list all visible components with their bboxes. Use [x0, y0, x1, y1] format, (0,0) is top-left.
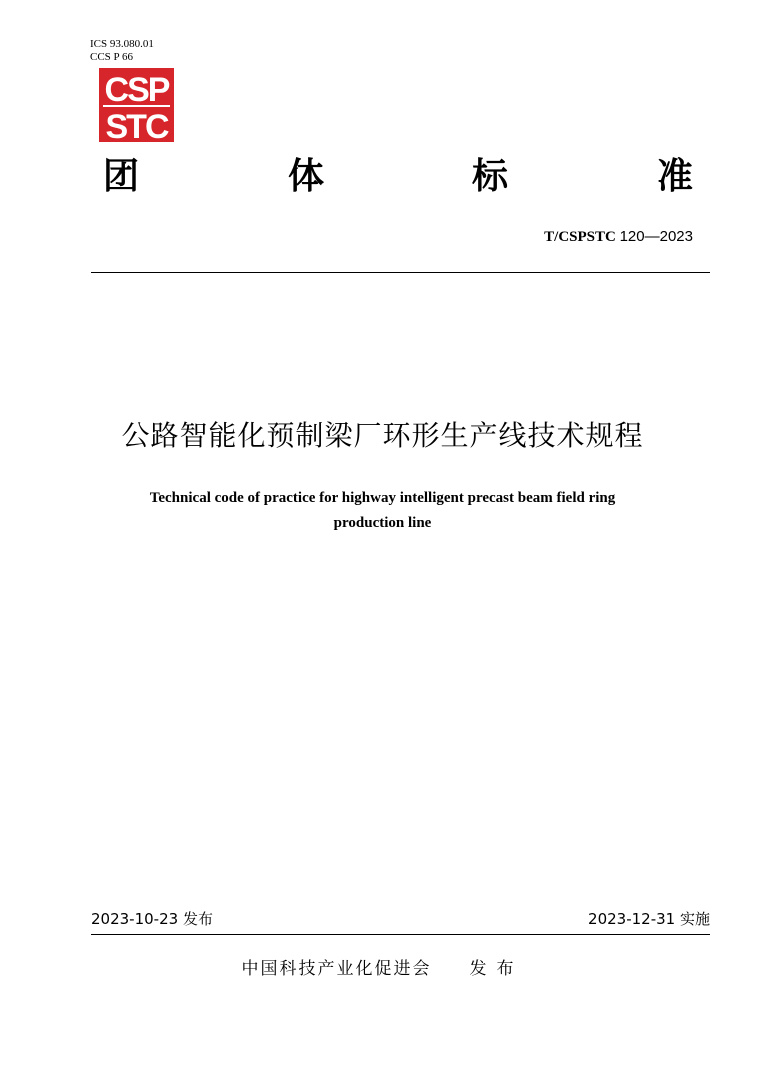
publisher-organization: 中国科技产业化促进会 [241, 959, 432, 979]
standard-number-prefix: T/CSPSTC [544, 229, 616, 245]
standard-type-char-4: 准 [657, 156, 694, 197]
ics-code: ICS 93.080.01 [90, 38, 154, 50]
cspstc-logo [99, 68, 174, 142]
standard-type-char-2: 体 [288, 156, 325, 197]
ccs-code: CCS P 66 [90, 51, 134, 63]
publisher [0, 958, 765, 980]
standard-type-char-1: 团 [103, 156, 140, 197]
title-english [60, 486, 705, 536]
bottom-divider [91, 934, 710, 935]
standard-number-value: 120—2023 [619, 228, 693, 245]
publisher-action: 发布 [469, 959, 524, 979]
standard-type-char-3: 标 [472, 156, 509, 197]
logo-text-top: CSP [104, 71, 169, 109]
title-english-line-2: production line [333, 515, 432, 531]
standard-number [544, 228, 693, 246]
publish-date: 2023-10-23 发布 [91, 910, 213, 928]
top-divider [91, 272, 710, 273]
title-chinese: 公路智能化预制梁厂环形生产线技术规程 [121, 419, 644, 452]
implementation-date: 2023-12-31 实施 [588, 910, 710, 928]
title-english-line-1: Technical code of practice for highway intelligent precast beam field ring [149, 490, 616, 506]
logo-text-bottom: STC [105, 108, 168, 142]
